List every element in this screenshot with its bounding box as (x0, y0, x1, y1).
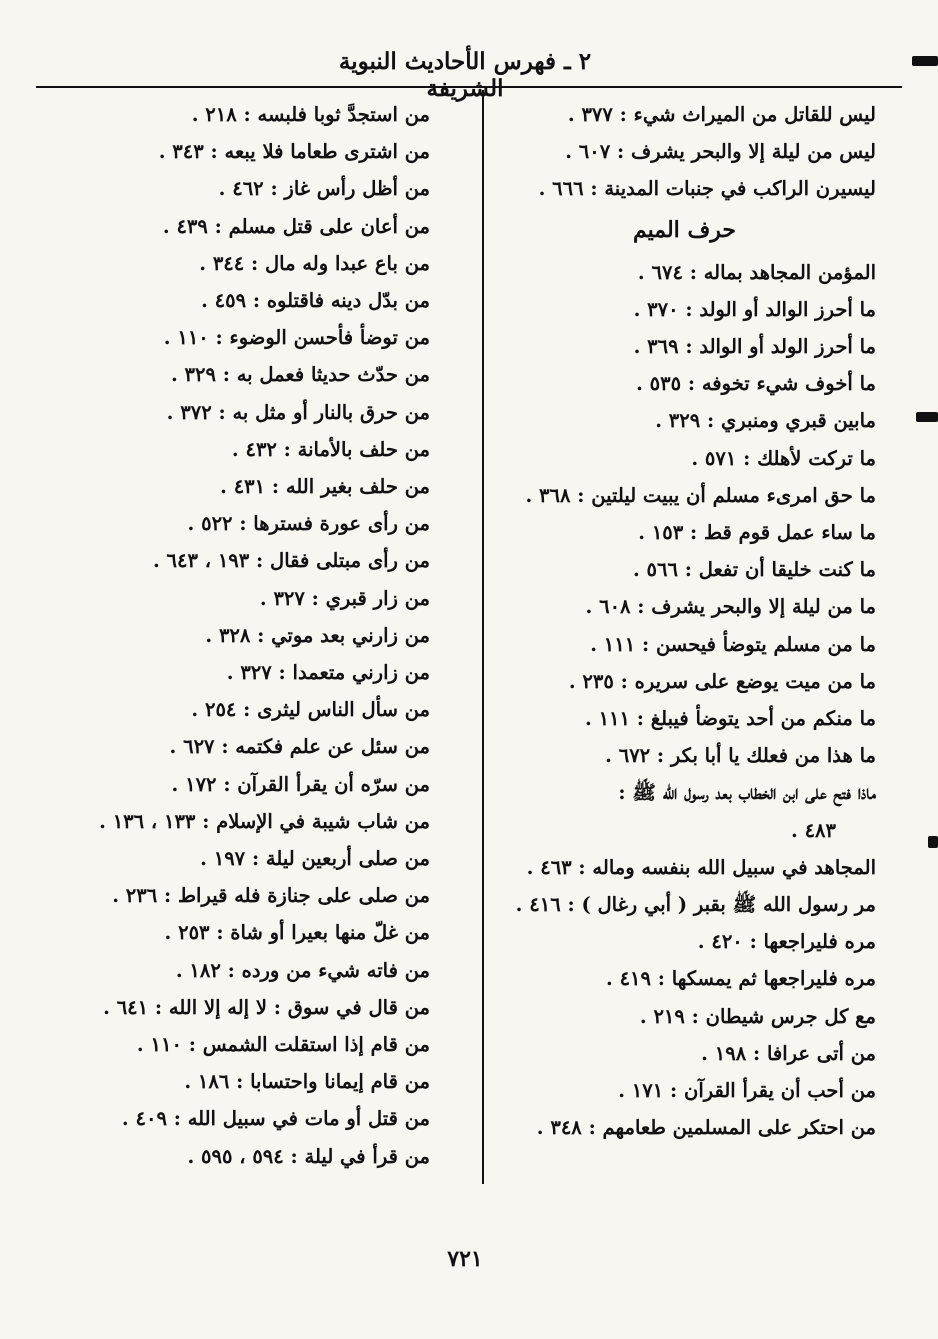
index-entry: ليسيرن الراكب في جنبات المدينة : ٦٦٦ . (538, 177, 876, 201)
index-entry: ما من مسلم يتوضأ فيحسن : ١١١ . (590, 632, 876, 656)
index-entry: من أحب أن يقرأ القرآن : ١٧١ . (618, 1079, 876, 1103)
running-header: ٢ ـ فهرس الأحاديث النبوية الشريفة (338, 48, 592, 102)
index-entry: من رأى عورة فسترها : ٥٢٢ . (187, 512, 430, 536)
index-entry: ما من ميت يوضع على سريره : ٢٣٥ . (568, 669, 876, 693)
index-entry: من باع عبدا وله مال : ٣٤٤ . (199, 251, 430, 275)
index-entry: ما منكم من أحد يتوضأ فيبلغ : ١١١ . (585, 707, 876, 731)
index-entry: من أعان على قتل مسلم : ٤٣٩ . (162, 214, 430, 238)
index-entry: المجاهد في سبيل الله بنفسه وماله : ٤٦٣ . (526, 855, 876, 879)
index-entry: من قام إذا استقلت الشمس : ١١٠ . (136, 1033, 430, 1057)
index-entry: من قال في سوق : لا إله إلا الله : ٦٤١ . (103, 995, 430, 1019)
index-entry: من زار قبري : ٣٢٧ . (259, 586, 430, 610)
index-entry: من صلى أربعين ليلة : ١٩٧ . (200, 847, 430, 871)
index-entry-continuation: ٤٨٣ . (791, 818, 836, 842)
index-entry: المؤمن المجاهد بماله : ٦٧٤ . (637, 260, 876, 284)
index-entry: من بدّل دينه فاقتلوه : ٤٥٩ . (201, 289, 430, 313)
index-entry: من حدّث حديثا فعمل به : ٣٢٩ . (170, 363, 430, 387)
index-entry: مره فليراجعها ثم يمسكها : ٤١٩ . (606, 967, 876, 991)
page-number: ٧٢١ (447, 1246, 483, 1272)
index-entry: من اشترى طعاما فلا يبعه : ٣٤٣ . (158, 140, 430, 164)
index-entry: ليس من ليلة إلا والبحر يشرف : ٦٠٧ . (565, 140, 876, 164)
index-entry: من زارني متعمدا : ٣٢٧ . (226, 661, 430, 685)
index-entry: من أتى عرافا : ١٩٨ . (701, 1041, 876, 1065)
index-entry: مر رسول الله ﷺ بقبر ( أبي رغال ) : ٤١٦ . (515, 893, 876, 917)
index-entry: ما ساء عمل قوم قط : ١٥٣ . (638, 521, 876, 545)
index-entry: من صلى على جنازة فله قيراط : ٢٣٦ . (112, 884, 430, 908)
index-entry: ما أحرز الوالد أو الولد : ٣٧٠ . (633, 297, 876, 321)
left-column (94, 96, 456, 1175)
index-entry: ما من ليلة إلا والبحر يشرف : ٦٠٨ . (585, 595, 876, 619)
index-entry: من قام إيمانا واحتسابا : ١٨٦ . (184, 1070, 430, 1094)
index-entry: من توضأ فأحسن الوضوء : ١١٠ . (163, 326, 430, 350)
index-entry: من زارني بعد موتي : ٣٢٨ . (205, 623, 430, 647)
section-heading: حرف الميم (632, 216, 736, 243)
index-entry: من استجدَّ ثوبا فلبسه : ٢١٨ . (191, 103, 430, 126)
index-entry: ما أخوف شيء تخوفه : ٥٣٥ . (636, 372, 876, 396)
right-column (464, 96, 876, 1146)
index-entry: من قتل أو مات في سبيل الله : ٤٠٩ . (121, 1107, 430, 1131)
index-entry: من غلّ منها بعيرا أو شاة : ٢٥٣ . (164, 921, 430, 945)
index-entry: من قرأ في ليلة : ٥٩٤ ، ٥٩٥ . (187, 1144, 430, 1168)
index-entry: ما حق امرىء مسلم أن يبيت ليلتين : ٣٦٨ . (525, 483, 876, 507)
binding-mark (916, 412, 938, 422)
index-entry: مره فليراجعها : ٤٢٠ . (697, 930, 876, 954)
binding-mark (928, 836, 938, 848)
index-entry: مابين قبري ومنبري : ٣٢٩ . (655, 409, 876, 433)
index-entry: من سأل الناس ليثرى : ٢٥٤ . (191, 698, 430, 722)
index-entry: من أظل رأس غاز : ٤٦٢ . (218, 177, 430, 201)
index-entry: من حلف بالأمانة : ٤٣٢ . (231, 437, 430, 461)
index-entry: من سرّه أن يقرأ القرآن : ١٧٢ . (171, 772, 430, 796)
header-rule (36, 86, 902, 88)
index-entry: من حرق بالنار أو مثل به : ٣٧٢ . (166, 400, 430, 424)
index-entry: من شاب شيبة في الإسلام : ١٣٣ ، ١٣٦ . (99, 809, 430, 833)
index-entry: مع كل جرس شيطان : ٢١٩ . (639, 1004, 876, 1028)
index-entry: ماذا فتح على ابن الخطاب بعد رسول الله ﷺ : (618, 781, 876, 805)
index-entry: من فاته شيء من ورده : ١٨٢ . (175, 958, 430, 982)
index-entry: من سئل عن علم فكتمه : ٦٢٧ . (169, 735, 430, 759)
binding-mark (912, 56, 938, 66)
index-entry: ما كنت خليقا أن تفعل : ٥٦٦ . (632, 558, 876, 582)
index-entry: ما أحرز الولد أو الوالد : ٣٦٩ . (633, 335, 876, 359)
index-entry: من احتكر على المسلمين طعامهم : ٣٤٨ . (536, 1116, 876, 1140)
index-entry: ليس للقاتل من الميراث شيء : ٣٧٧ . (567, 103, 876, 126)
index-entry: ما هذا من فعلك يا أبا بكر : ٦٧٢ . (605, 744, 876, 768)
index-entry: من حلف بغير الله : ٤٣١ . (220, 475, 430, 499)
index-entry: من رأى مبتلى فقال : ١٩٣ ، ٦٤٣ . (152, 549, 430, 573)
index-entry: ما تركت لأهلك : ٥٧١ . (691, 446, 876, 470)
